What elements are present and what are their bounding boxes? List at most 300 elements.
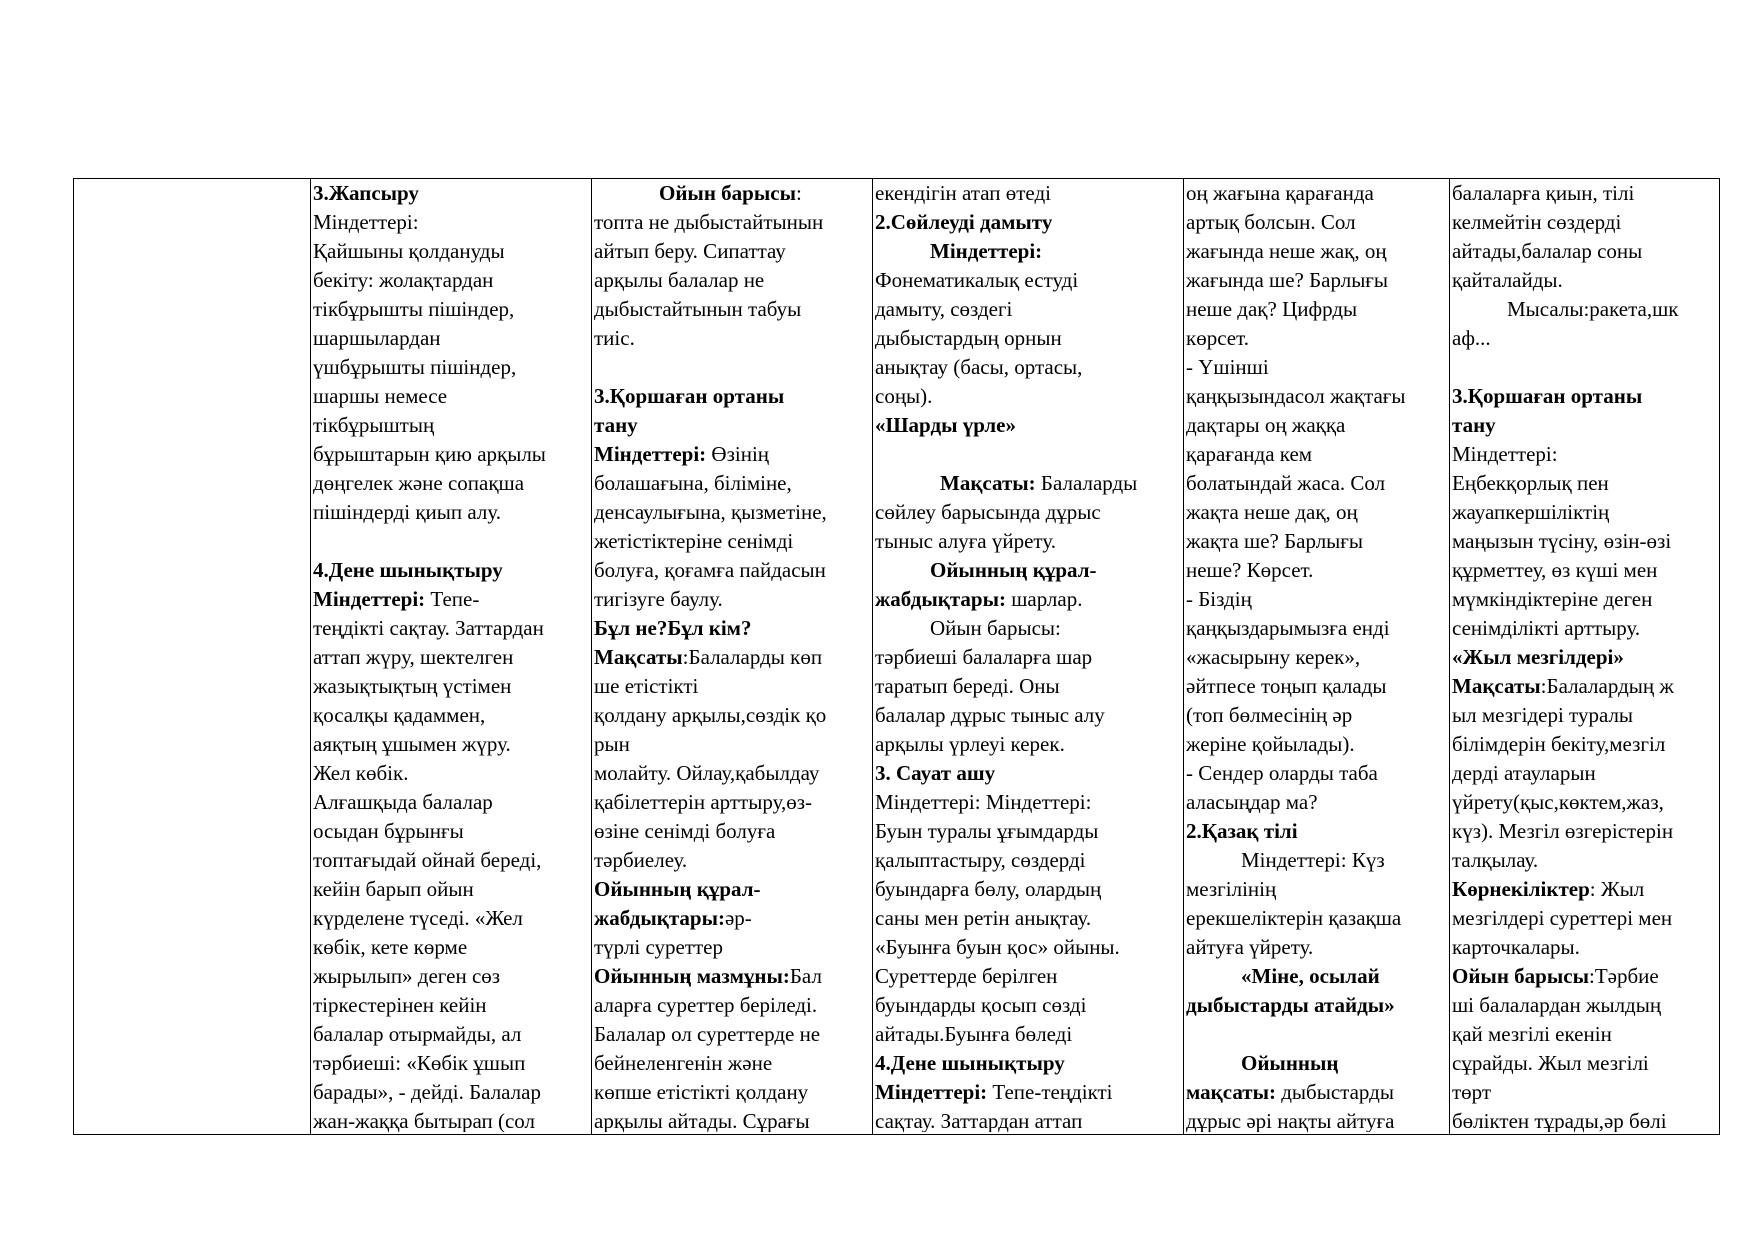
text-run: қосалқы қадаммен, xyxy=(313,703,486,727)
text-run: Алғашқыда балалар xyxy=(313,790,493,814)
text-line xyxy=(1186,817,1447,846)
bold-text: 3. Сауат ашу xyxy=(875,761,996,785)
bold-text: тану xyxy=(1452,413,1496,437)
text-line xyxy=(1186,1078,1447,1107)
text-line xyxy=(1186,701,1447,730)
text-line xyxy=(1186,237,1447,266)
text-line xyxy=(875,904,1181,933)
text-run: карточкалары. xyxy=(1452,935,1580,959)
text-run: : Жыл xyxy=(1589,877,1645,901)
text-run: қалыптастыру, сөздерді xyxy=(875,848,1086,872)
text-run: осыдан бұрынғы xyxy=(313,819,464,843)
bold-text: Ойынның xyxy=(1241,1051,1339,1075)
text-line xyxy=(313,237,589,266)
text-line xyxy=(313,411,589,440)
text-run: шарлар. xyxy=(1005,587,1083,611)
text-run: әйтпесе тоңып қалады xyxy=(1186,674,1387,698)
text-run: әр- xyxy=(724,906,752,930)
text-line xyxy=(1186,469,1447,498)
bold-text: Ойын барысы xyxy=(1452,964,1589,988)
text-run: рын xyxy=(594,732,630,756)
text-run: «Буынға буын қос» ойыны. xyxy=(875,935,1120,959)
text-run: жеріне қойылады). xyxy=(1186,732,1355,756)
text-line xyxy=(1452,1078,1717,1107)
text-line xyxy=(594,672,870,701)
text-run: Еңбекқорлық пен xyxy=(1452,471,1609,495)
text-run: кейін барып ойын xyxy=(313,877,474,901)
text-line xyxy=(875,208,1181,237)
text-run: неше дақ? Цифрды xyxy=(1186,297,1358,321)
text-run: арқылы балалар не xyxy=(594,268,765,292)
bold-text: 3.Қоршаған ортаны xyxy=(1452,384,1643,408)
text-line xyxy=(594,411,870,440)
text-run: айтып беру. Сипаттау xyxy=(594,239,786,263)
lesson-plan-table xyxy=(73,178,1720,1135)
table-cell-activities-5 xyxy=(1450,179,1720,1135)
text-line xyxy=(1452,614,1717,643)
text-run: ше етістікті xyxy=(594,674,699,698)
bold-text: Көрнекіліктер xyxy=(1452,877,1590,901)
text-run: Міндеттері: Күз xyxy=(1241,848,1385,872)
text-run: ерекшеліктерін қазақша xyxy=(1186,906,1402,930)
text-line xyxy=(1186,759,1447,788)
text-line xyxy=(1186,788,1447,817)
text-line xyxy=(1452,295,1717,324)
text-run: тыныс алуға үйрету. xyxy=(875,529,1056,553)
text-line xyxy=(1452,817,1717,846)
text-line xyxy=(875,237,1181,266)
text-line xyxy=(594,179,870,208)
text-line xyxy=(594,527,870,556)
text-run: мүмкіндіктеріне деген xyxy=(1452,587,1653,611)
text-run: аларға суреттер беріледі. xyxy=(594,993,818,1017)
text-line xyxy=(1186,1020,1447,1049)
text-line xyxy=(313,208,589,237)
text-run: :Балалардың ж xyxy=(1540,674,1674,698)
text-line xyxy=(1186,585,1447,614)
text-run: буындарды қосып сөзді xyxy=(875,993,1087,1017)
text-line xyxy=(594,440,870,469)
text-run: көпше етістікті қолдану xyxy=(594,1080,809,1104)
text-run: қай мезгілі екенін xyxy=(1452,1022,1612,1046)
bold-text: дыбыстарды атайды» xyxy=(1186,993,1395,1017)
text-line xyxy=(1452,237,1717,266)
text-run: Бал xyxy=(789,964,822,988)
text-line xyxy=(594,237,870,266)
text-line xyxy=(875,179,1181,208)
text-line xyxy=(1452,527,1717,556)
text-run: аф... xyxy=(1452,326,1491,350)
text-line xyxy=(1186,614,1447,643)
text-run: маңызын түсіну, өзін-өзі xyxy=(1452,529,1672,553)
text-line xyxy=(594,643,870,672)
text-line xyxy=(875,353,1181,382)
text-line xyxy=(313,701,589,730)
text-run: жағында ше? Барлығы xyxy=(1186,268,1389,292)
bold-text: 4.Дене шынықтыру xyxy=(313,558,503,582)
text-line xyxy=(1452,556,1717,585)
text-line xyxy=(875,846,1181,875)
text-run: аттап жүру, шектелген xyxy=(313,645,514,669)
text-line xyxy=(1452,933,1717,962)
text-line xyxy=(1186,962,1447,991)
text-run: жазықтықтың үстімен xyxy=(313,674,512,698)
text-line xyxy=(1186,440,1447,469)
text-line xyxy=(1186,411,1447,440)
text-run: арқылы айтады. Сұрағы xyxy=(594,1109,810,1132)
text-line xyxy=(1452,1020,1717,1049)
text-line xyxy=(313,904,589,933)
bold-text: Мақсаты xyxy=(594,645,683,669)
text-run: дақтары оң жаққа xyxy=(1186,413,1346,437)
text-line xyxy=(875,788,1181,817)
text-line xyxy=(594,208,870,237)
text-line xyxy=(875,527,1181,556)
text-run: балаларға қиын, тілі xyxy=(1452,181,1635,205)
text-line xyxy=(1186,208,1447,237)
text-run: екендігін атап өтеді xyxy=(875,181,1051,205)
text-run: Міндеттері: xyxy=(313,210,419,234)
text-line xyxy=(875,730,1181,759)
text-run: қарағанда кем xyxy=(1186,442,1313,466)
text-line xyxy=(1452,208,1717,237)
bold-text: тану xyxy=(594,413,638,437)
text-line xyxy=(313,498,589,527)
text-line xyxy=(875,1078,1181,1107)
text-line xyxy=(875,759,1181,788)
text-run: келмейтін сөздерді xyxy=(1452,210,1622,234)
text-line xyxy=(875,295,1181,324)
text-line xyxy=(1186,353,1447,382)
text-line xyxy=(594,614,870,643)
text-line xyxy=(313,179,589,208)
text-line xyxy=(1186,933,1447,962)
text-run: топтағыдай ойнай береді, xyxy=(313,848,542,872)
text-line xyxy=(875,556,1181,585)
text-line xyxy=(1186,556,1447,585)
text-run: балалар дұрыс тыныс алу xyxy=(875,703,1105,727)
text-line xyxy=(1452,788,1717,817)
text-run: Ойын барысы: xyxy=(930,616,1061,640)
text-line xyxy=(594,1020,870,1049)
text-run: :Тәрбие xyxy=(1588,964,1659,988)
text-run: Жел көбік. xyxy=(313,761,409,785)
text-run: Буын туралы ұғымдарды xyxy=(875,819,1099,843)
bold-text: «Жыл мезгілдері» xyxy=(1452,645,1624,669)
text-line xyxy=(594,353,870,382)
text-run: жырылып» деген сөз xyxy=(313,964,501,988)
text-line xyxy=(313,556,589,585)
table-cell-activities-4 xyxy=(1184,179,1450,1135)
text-line xyxy=(594,1049,870,1078)
text-run: түрлі суреттер xyxy=(594,935,724,959)
text-line xyxy=(1186,672,1447,701)
text-line xyxy=(1186,730,1447,759)
text-run: Суреттерде берілген xyxy=(875,964,1058,988)
text-line xyxy=(875,498,1181,527)
text-line xyxy=(1186,295,1447,324)
text-line xyxy=(594,1107,870,1132)
text-run: үйрету(қыс,көктем,жаз, xyxy=(1452,790,1664,814)
text-run: барады», - дейді. Балалар xyxy=(313,1080,541,1104)
text-line xyxy=(594,759,870,788)
text-run: дөңгелек және сопақша xyxy=(313,471,525,495)
text-run: таратып береді. Оны xyxy=(875,674,1060,698)
text-run: қайталайды. xyxy=(1452,268,1563,292)
text-run: буындарға бөлу, олардың xyxy=(875,877,1102,901)
text-line xyxy=(594,556,870,585)
text-run: тигізуге баулу. xyxy=(594,587,723,611)
text-line xyxy=(1452,1049,1717,1078)
text-run: Балаларды xyxy=(1035,471,1138,495)
text-line xyxy=(875,614,1181,643)
text-run: мезгілдері суреттері мен xyxy=(1452,906,1673,930)
text-run: Міндеттері: Міндеттері: xyxy=(875,790,1092,814)
text-line xyxy=(594,324,870,353)
text-line xyxy=(1452,643,1717,672)
text-run: :Балаларды көп xyxy=(682,645,823,669)
text-line xyxy=(313,759,589,788)
text-line xyxy=(1452,440,1717,469)
text-run: дерді атауларын xyxy=(1452,761,1596,785)
bold-text: 4.Дене шынықтыру xyxy=(875,1051,1065,1075)
text-line xyxy=(313,730,589,759)
text-line xyxy=(594,585,870,614)
text-line xyxy=(594,904,870,933)
text-run: көбік, кете көрме xyxy=(313,935,468,959)
text-line xyxy=(875,411,1181,440)
text-line xyxy=(594,701,870,730)
bold-text: «Шарды үрле» xyxy=(875,413,1016,437)
text-run: - Сендер оларды таба xyxy=(1186,761,1378,785)
text-line xyxy=(875,875,1181,904)
text-run: білімдерін бекіту,мезгіл xyxy=(1452,732,1666,756)
text-line xyxy=(875,382,1181,411)
text-run: аяқтың ұшымен жүру. xyxy=(313,732,511,756)
text-line xyxy=(313,295,589,324)
text-line xyxy=(313,962,589,991)
text-run: Тепе- xyxy=(425,587,480,611)
text-run: күрделене түседі. «Жел xyxy=(313,906,523,930)
text-line xyxy=(594,788,870,817)
text-run: (топ бөлмесінің әр xyxy=(1186,703,1353,727)
text-line xyxy=(313,1078,589,1107)
text-run: шаршы немесе xyxy=(313,384,448,408)
text-line xyxy=(875,962,1181,991)
text-run: аласыңдар ма? xyxy=(1186,790,1318,814)
text-line xyxy=(1452,672,1717,701)
text-line xyxy=(313,846,589,875)
text-line xyxy=(1452,846,1717,875)
text-line xyxy=(594,498,870,527)
text-line xyxy=(1186,991,1447,1020)
bold-text: Ойынның құрал- xyxy=(594,877,761,901)
text-run: дұрыс әрі нақты айтуға xyxy=(1186,1109,1395,1132)
text-run: сұрайды. Жыл мезгілі xyxy=(1452,1051,1649,1075)
text-line xyxy=(1452,991,1717,1020)
text-line xyxy=(875,1049,1181,1078)
text-line xyxy=(313,614,589,643)
text-line xyxy=(594,382,870,411)
text-line xyxy=(875,585,1181,614)
text-line xyxy=(1186,643,1447,672)
text-run: дыбыстардың орнын xyxy=(875,326,1062,350)
text-run: саны мен ретін анықтау. xyxy=(875,906,1092,930)
text-line xyxy=(1452,1107,1717,1132)
text-line xyxy=(594,817,870,846)
text-run: - Үшінші xyxy=(1186,355,1269,379)
bold-text: Ойын барысы xyxy=(659,181,796,205)
text-run: тиіс. xyxy=(594,326,635,350)
text-line xyxy=(1186,904,1447,933)
text-run: үшбұрышты пішіндер, xyxy=(313,355,517,379)
table-cell-empty xyxy=(74,179,311,1135)
text-run: сенімділікті арттыру. xyxy=(1452,616,1641,640)
text-run: соңы). xyxy=(875,384,933,408)
text-run: бұрыштарын қию арқылы xyxy=(313,442,546,466)
text-run: бейнеленгенін және xyxy=(594,1051,773,1075)
text-run: жетістіктеріне сенімді xyxy=(594,529,794,553)
table-cell-activities-3 xyxy=(873,179,1184,1135)
text-run: Фонематикалық естуді xyxy=(875,268,1079,292)
text-line xyxy=(1186,382,1447,411)
text-run: шаршылардан xyxy=(313,326,441,350)
text-run: Тепе-теңдікті xyxy=(987,1080,1113,1104)
text-line xyxy=(313,353,589,382)
text-run: Міндеттері: xyxy=(1452,442,1558,466)
text-line xyxy=(1452,411,1717,440)
text-run: тәрбиеші: «Көбік ұшып xyxy=(313,1051,526,1075)
text-run: «жасырыну керек», xyxy=(1186,645,1361,669)
text-line xyxy=(875,1020,1181,1049)
text-line xyxy=(313,324,589,353)
text-run: жан-жаққа бытырап (сол xyxy=(313,1109,535,1132)
text-line xyxy=(1452,266,1717,295)
text-run: - Біздің xyxy=(1186,587,1252,611)
text-line xyxy=(1186,179,1447,208)
text-line xyxy=(875,701,1181,730)
text-run: тікбұрыштың xyxy=(313,413,435,437)
text-line xyxy=(875,672,1181,701)
text-run: неше? Көрсет. xyxy=(1186,558,1314,582)
bold-text: жабдықтары: xyxy=(875,587,1006,611)
text-run: арқылы үрлеуі керек. xyxy=(875,732,1065,756)
text-line xyxy=(313,991,589,1020)
bold-text: Міндеттері: xyxy=(875,1080,988,1104)
text-run: дамыту, сөздегі xyxy=(875,297,1013,321)
text-line xyxy=(594,469,870,498)
text-line xyxy=(1186,875,1447,904)
text-run: көрсет. xyxy=(1186,326,1249,350)
text-line xyxy=(1452,875,1717,904)
bold-text: 3.Қоршаған ортаны xyxy=(594,384,785,408)
text-run: ыл мезгідері туралы xyxy=(1452,703,1634,727)
text-line xyxy=(1186,527,1447,556)
text-line xyxy=(594,266,870,295)
text-line xyxy=(594,295,870,324)
bold-text: Ойынның мазмұны: xyxy=(594,964,790,988)
bold-text: 3.Жапсыру xyxy=(313,181,419,205)
bold-text: Міндеттері: xyxy=(313,587,426,611)
text-run: : xyxy=(795,181,802,205)
text-line xyxy=(875,266,1181,295)
text-line xyxy=(313,382,589,411)
text-run: айтады,балалар соны xyxy=(1452,239,1643,263)
text-line xyxy=(1452,353,1717,382)
text-run: оң жағына қарағанда xyxy=(1186,181,1374,205)
text-line xyxy=(313,1049,589,1078)
text-run: дыбыстайтынын табуы xyxy=(594,297,802,321)
bold-text: 2.Қазақ тілі xyxy=(1186,819,1298,843)
text-line xyxy=(313,1020,589,1049)
text-line xyxy=(313,788,589,817)
text-line xyxy=(1186,498,1447,527)
text-run: өзіне сенімді болуға xyxy=(594,819,776,843)
text-run: төрт xyxy=(1452,1080,1492,1104)
text-run: күз). Мезгіл өзгерістерін xyxy=(1452,819,1674,843)
text-run: Балалар ол суреттерде не xyxy=(594,1022,821,1046)
text-line xyxy=(875,643,1181,672)
text-run: болатындай жаса. Сол xyxy=(1186,471,1386,495)
text-line xyxy=(594,846,870,875)
text-line xyxy=(1186,324,1447,353)
text-run: анықтау (басы, ортасы, xyxy=(875,355,1083,379)
text-run: мезгілінің xyxy=(1186,877,1277,901)
text-run: бөліктен тұрады,әр бөлі xyxy=(1452,1109,1667,1132)
text-line xyxy=(313,469,589,498)
text-line xyxy=(594,962,870,991)
text-run: құрметтеу, өз күші мен xyxy=(1452,558,1658,582)
text-line xyxy=(594,875,870,904)
text-run: ші балалардан жылдың xyxy=(1452,993,1662,1017)
text-line xyxy=(313,817,589,846)
text-line xyxy=(1452,179,1717,208)
text-line xyxy=(1452,962,1717,991)
text-line xyxy=(1452,701,1717,730)
text-line xyxy=(1186,846,1447,875)
text-line xyxy=(1186,1107,1447,1132)
bold-text: Ойынның құрал- xyxy=(930,558,1097,582)
text-line xyxy=(313,1107,589,1132)
text-line xyxy=(594,933,870,962)
text-run: тіркестерінен кейін xyxy=(313,993,487,1017)
text-run: тәрбиеші балаларға шар xyxy=(875,645,1093,669)
bold-text: 2.Сөйлеуді дамыту xyxy=(875,210,1053,234)
text-run: дыбыстарды xyxy=(1276,1080,1394,1104)
bold-text: Мақсаты: xyxy=(940,471,1036,495)
text-run: Мысалы:ракета,шк xyxy=(1507,297,1679,321)
text-run: пішіндерді қиып алу. xyxy=(313,500,501,524)
table-cell-activities-1 xyxy=(311,179,592,1135)
text-line xyxy=(875,469,1181,498)
text-line xyxy=(313,585,589,614)
text-run: айтады.Буынға бөледі xyxy=(875,1022,1073,1046)
text-line xyxy=(875,817,1181,846)
text-line xyxy=(313,643,589,672)
text-run: молайту. Ойлау,қабылдау xyxy=(594,761,820,785)
text-run: жағында неше жақ, оң xyxy=(1186,239,1387,263)
text-run: сөйлеу барысында дұрыс xyxy=(875,500,1101,524)
text-line xyxy=(875,324,1181,353)
text-run: теңдікті сақтау. Заттардан xyxy=(313,616,544,640)
table-cell-activities-2 xyxy=(592,179,873,1135)
text-line xyxy=(1452,382,1717,411)
text-line xyxy=(313,266,589,295)
text-line xyxy=(1452,730,1717,759)
table-row xyxy=(74,179,1720,1135)
text-line xyxy=(1452,759,1717,788)
text-run: қабілеттерін арттыру,өз- xyxy=(594,790,813,814)
